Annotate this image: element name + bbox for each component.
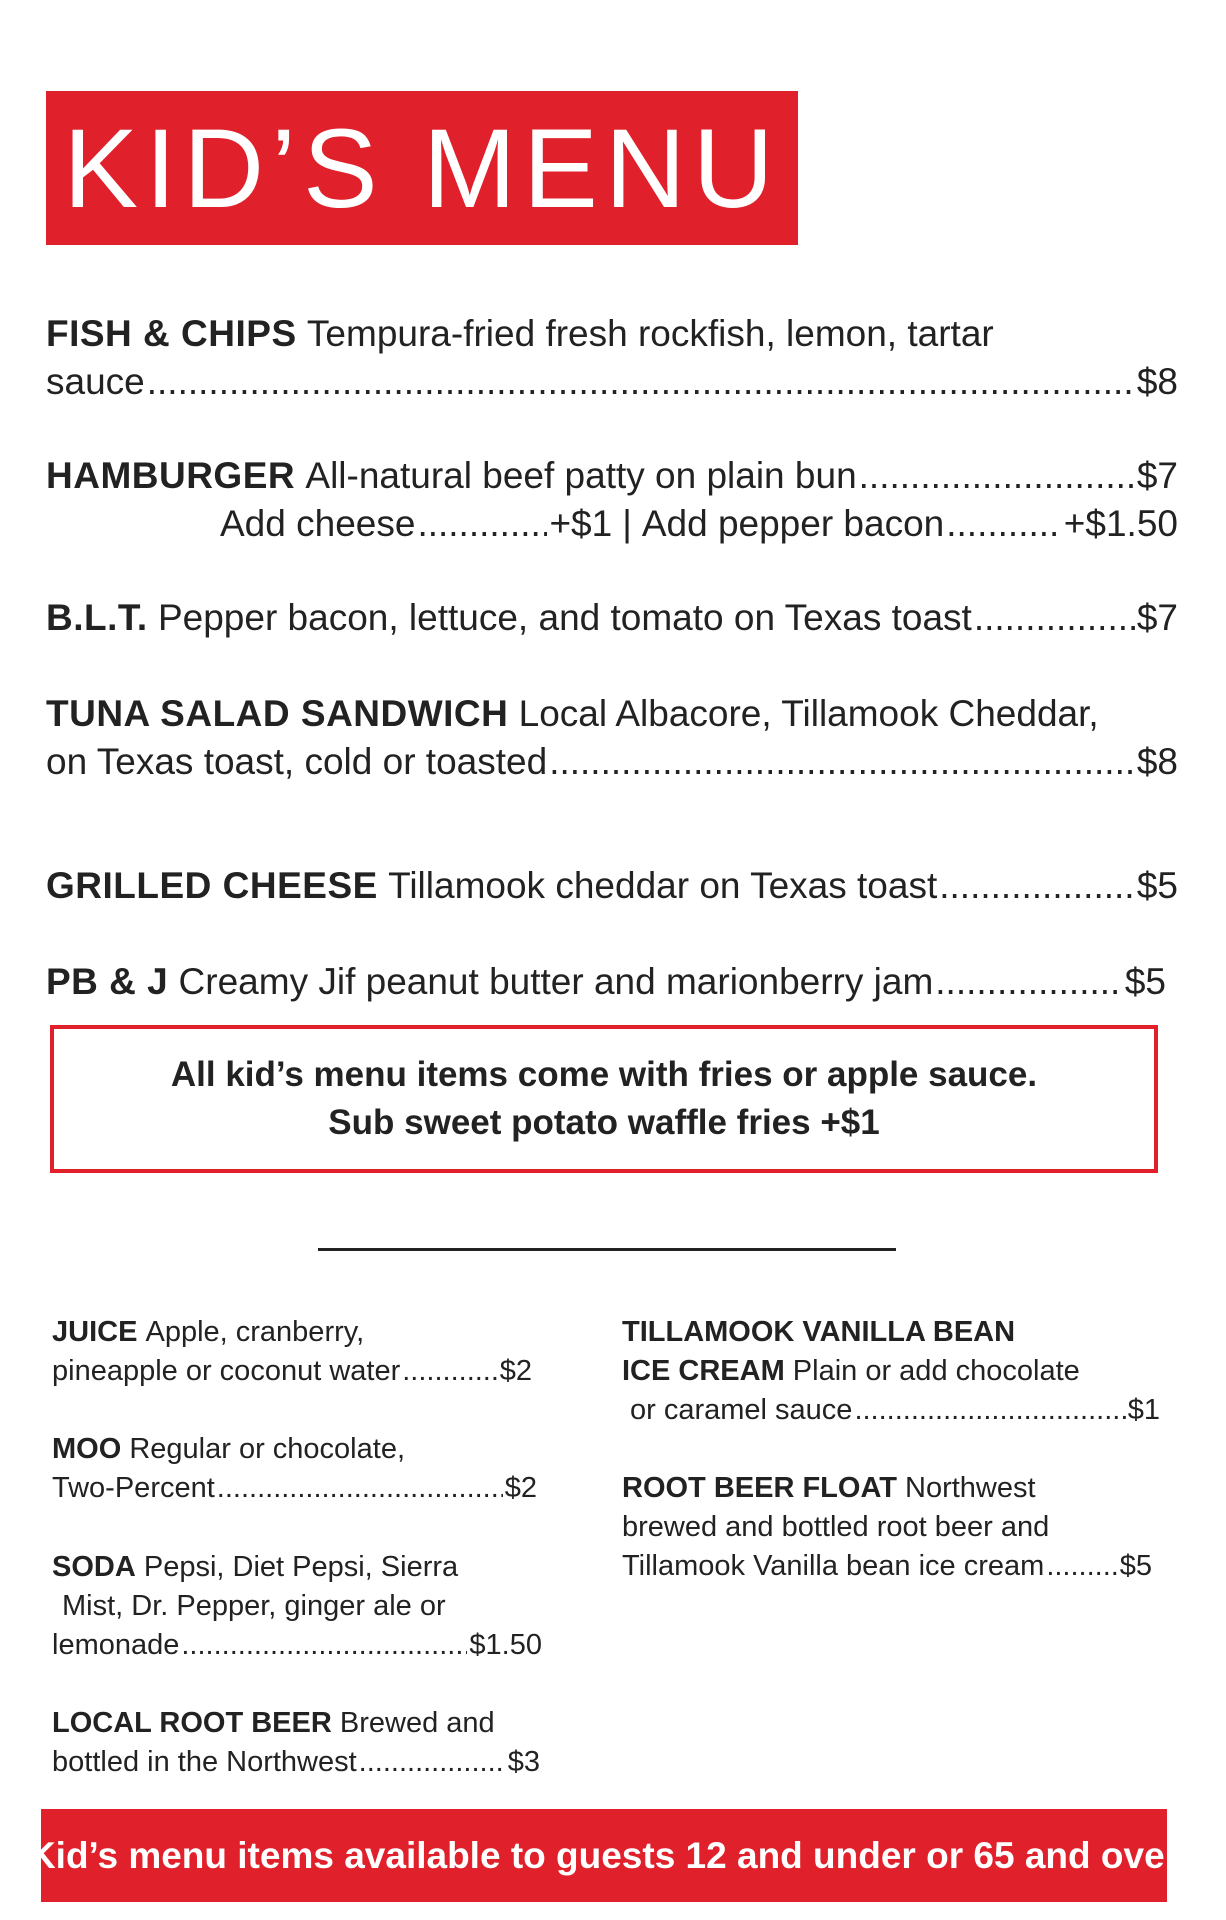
leader-dots bbox=[217, 1469, 503, 1508]
menu-item-pbj bbox=[46, 958, 1166, 1006]
item-name: LOCAL ROOT BEER bbox=[52, 1707, 332, 1739]
item-description: Pepper bacon, lettuce, and tomato on Texas toast bbox=[157, 597, 972, 638]
leader-dots bbox=[147, 358, 1135, 406]
addon-cheese-price: +$1 bbox=[549, 503, 613, 544]
leader-dots bbox=[859, 452, 1135, 500]
addon-cheese-label: Add cheese bbox=[220, 503, 416, 544]
item-description: Tillamook cheddar on Texas toast bbox=[388, 865, 938, 906]
item-description: bottled in the Northwest bbox=[52, 1746, 357, 1778]
item-name: JUICE bbox=[52, 1316, 138, 1348]
item-description: on Texas toast, cold or toasted bbox=[46, 741, 548, 782]
addon-separator: | bbox=[622, 503, 632, 544]
item-description: Plain or add chocolate bbox=[792, 1355, 1080, 1387]
leader-dots bbox=[181, 1626, 467, 1665]
item-name: TUNA SALAD SANDWICH bbox=[46, 693, 509, 734]
item-price: $2 bbox=[504, 1472, 537, 1504]
item-price: $7 bbox=[1136, 455, 1178, 496]
item-description: Two-Percent bbox=[52, 1472, 215, 1504]
item-description: brewed and bottled root beer and bbox=[622, 1511, 1050, 1543]
item-name: ICE CREAM bbox=[622, 1355, 785, 1387]
item-price: $2 bbox=[499, 1355, 532, 1387]
sides-note-line: Sub sweet potato waffle fries +$1 bbox=[328, 1103, 880, 1142]
item-name: GRILLED CHEESE bbox=[46, 865, 378, 906]
dessert-item-root-beer-float bbox=[622, 1469, 1162, 1586]
sides-note-line: All kid’s menu items come with fries or apple sauce. bbox=[170, 1055, 1038, 1094]
menu-item-hamburger bbox=[46, 452, 1178, 500]
item-name: B.L.T. bbox=[46, 597, 148, 638]
menu-title: KID’S MENU bbox=[46, 91, 798, 245]
item-name: SODA bbox=[52, 1551, 136, 1583]
leader-dots bbox=[402, 1352, 498, 1391]
item-price: $7 bbox=[1136, 597, 1178, 638]
leader-dots bbox=[417, 500, 547, 548]
leader-dots bbox=[359, 1743, 506, 1782]
item-price: $1 bbox=[1127, 1394, 1160, 1426]
item-description: lemonade bbox=[52, 1629, 180, 1661]
item-description: All-natural beef patty on plain bun bbox=[305, 455, 857, 496]
item-name: TILLAMOOK VANILLA BEAN bbox=[622, 1316, 1016, 1348]
leader-dots bbox=[946, 500, 1062, 548]
leader-dots bbox=[1046, 1547, 1117, 1586]
item-price: $5 bbox=[1136, 865, 1178, 906]
leader-dots bbox=[935, 958, 1123, 1006]
drink-item-moo bbox=[52, 1430, 542, 1508]
hamburger-addons bbox=[220, 500, 1178, 548]
age-eligibility-banner: Kid’s menu items available to guests 12 and under or 65 and over bbox=[41, 1809, 1167, 1902]
item-description: or caramel sauce bbox=[630, 1394, 853, 1426]
item-description: Tillamook Vanilla bean ice cream bbox=[622, 1550, 1045, 1582]
item-name: FISH & CHIPS bbox=[46, 313, 297, 354]
item-price: $8 bbox=[1136, 361, 1178, 402]
leader-dots bbox=[549, 738, 1135, 786]
item-price: $5 bbox=[1124, 961, 1166, 1002]
menu-item-grilled-cheese bbox=[46, 862, 1178, 910]
item-description: Brewed and bbox=[339, 1707, 495, 1739]
drink-item-local-root-beer bbox=[52, 1704, 552, 1782]
item-description: Northwest bbox=[905, 1472, 1036, 1504]
addon-bacon-price: +$1.50 bbox=[1063, 503, 1178, 544]
item-description: Apple, cranberry, bbox=[145, 1316, 365, 1348]
menu-item-blt bbox=[46, 594, 1178, 642]
addon-bacon-label: Add pepper bacon bbox=[641, 503, 945, 544]
sides-note-box bbox=[50, 1025, 1158, 1173]
leader-dots bbox=[939, 862, 1135, 910]
item-name: HAMBURGER bbox=[46, 455, 296, 496]
drink-item-soda bbox=[52, 1548, 552, 1665]
menu-item-fish-chips bbox=[46, 310, 1178, 406]
item-description: pineapple or coconut water bbox=[52, 1355, 401, 1387]
item-price: $3 bbox=[507, 1746, 540, 1778]
item-description: Mist, Dr. Pepper, ginger ale or bbox=[62, 1590, 446, 1622]
menu-item-tuna-salad bbox=[46, 690, 1178, 786]
item-description: Pepsi, Diet Pepsi, Sierra bbox=[143, 1551, 459, 1583]
section-divider bbox=[318, 1248, 896, 1251]
item-description: Creamy Jif peanut butter and marionberry jam bbox=[178, 961, 934, 1002]
drink-item-juice bbox=[52, 1313, 542, 1391]
dessert-item-ice-cream bbox=[622, 1313, 1162, 1430]
item-description: Local Albacore, Tillamook Cheddar, bbox=[518, 693, 1099, 734]
item-price: $5 bbox=[1119, 1550, 1152, 1582]
item-name: ROOT BEER FLOAT bbox=[622, 1472, 897, 1504]
leader-dots bbox=[854, 1391, 1125, 1430]
item-description: Tempura-fried fresh rockfish, lemon, tartar bbox=[306, 313, 994, 354]
item-price: $1.50 bbox=[469, 1629, 542, 1661]
leader-dots bbox=[974, 594, 1135, 642]
item-price: $8 bbox=[1136, 741, 1178, 782]
item-name: MOO bbox=[52, 1433, 122, 1465]
item-description: sauce bbox=[46, 361, 145, 402]
item-name: PB & J bbox=[46, 961, 169, 1002]
item-description: Regular or chocolate, bbox=[129, 1433, 405, 1465]
